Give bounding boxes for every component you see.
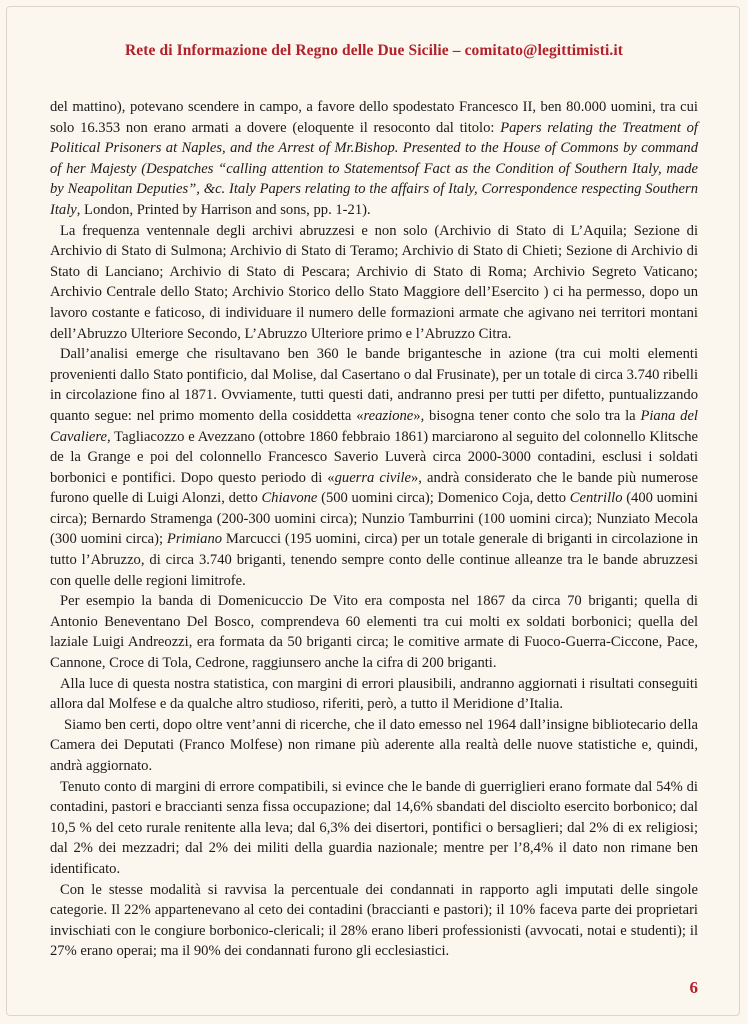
- paragraph-3-italic-primiano: Primiano: [166, 531, 223, 548]
- page-number: 6: [689, 978, 698, 997]
- paragraph-3-text-f: (400 uomini circa); Bernardo Stramenga (200-300 uomini circa); Nunzio Tamburrini (100 uomini circa); Nunziato Mecola (300 uomini circa);: [50, 490, 698, 548]
- paragraph-3-italic-chiavone: Chiavone: [261, 490, 318, 507]
- paragraph-3-italic-reazione: reazione: [363, 407, 414, 424]
- paragraph-5: Alla luce di questa nostra statistica, con margini di errori plausibili, andranno aggiornati i risultati conseguiti allora dal Molfese e da qualche altro studioso, riferiti, però, a tutto il Meridione d’Italia.: [50, 675, 698, 713]
- paragraph-1: [50, 97, 698, 221]
- paragraph-3-text-d: », andrà considerato che le bande più numerose furono quelle di Luigi Alonzi, detto: [50, 469, 698, 507]
- paragraph-3-text-a: Dall’analisi emerge che risultavano ben 360 le bande brigantesche in azione (tra cui molti elementi provenienti dallo Stato pontificio, dal Molise, dal Casertano o dal Frusinate), per un totale di circa 3.740 ribelli in circolazione fino al 1871. Ovviamente, tutti questi dati, andranno presi per tutti per difetto, puntualizzando quanto segue: nel primo momento della cosiddetta «: [50, 346, 698, 424]
- paragraph-8: Con le stesse modalità si ravvisa la percentuale dei condannati in rapporto agli imputati delle singole categorie. Il 22% appartenevano al ceto dei contadini (braccianti e pastori); il 10% faceva parte dei proprietari invischiati con le congiure borbonico-clericali; il 28% erano liberi professionisti (avvocati, notai e studenti); il 27% erano operai; ma il 90% dei condannati furono gli ecclesiastici.: [50, 881, 698, 960]
- paragraph-3: [50, 344, 698, 591]
- paragraph-1-title-italic: Papers relating the Treatment of Political Prisoners at Naples, and the Arrest of Mr.Bishop. Presented to the House of Commons by command of her Majesty (Despatches “calling attention to Statementsof Fact as the Condition of Southern Italy, made by Neapolitan Deputies”, &c. Italy Papers relating to the affairs of Italy, Correspondence respecting Southern Italy: [50, 119, 698, 218]
- paragraph-2: La frequenza ventennale degli archivi abruzzesi e non solo (Archivio di Stato di L’Aquila; Sezione di Archivio di Stato di Sulmona; Archivio di Stato di Teramo; Archivio di Stato di Chieti; Sezione di Archivio di Stato di Lanciano; Archivio di Stato di Pescara; Archivio di Stato di Roma; Archivio Segreto Vaticano; Archivio Centrale dello Stato; Archivio Storico dello Stato Maggiore dell’Esercito ) ci ha permesso, dopo un lavoro costante e faticoso, di individuare il numero delle formazioni armate che agivano nei territori montani dell’Abruzzo Ulteriore Secondo, L’Abruzzo Ulteriore primo e l’Abruzzo Citra.: [50, 222, 698, 342]
- paragraph-3-italic-piana: Piana del Cavaliere: [50, 407, 698, 445]
- paragraph-3-text-g: Marcucci (195 uomini, circa) per un totale generale di briganti in circolazione in tutto l’Abruzzo, di circa 3.740 briganti, tenendo sempre conto delle continue alleanze tra le bande abruzzesi con quelle delle regioni limitrofe.: [50, 531, 698, 589]
- paragraph-4: Per esempio la banda di Domenicuccio De Vito era composta nel 1867 da circa 70 briganti; quella di Antonio Beneventano Del Bosco, comprendeva 60 elementi tra cui molti ex soldati borbonici; quella del laziale Luigi Andreozzi, era formata da 50 briganti circa; le comitive armate di Fuoco-Guerra-Ciccone, Pace, Cannone, Croce di Tola, Cedrone, raggiunsero anche la cifra di 200 briganti.: [50, 593, 698, 672]
- paragraph-3-text-c: , Tagliacozzo e Avezzano (ottobre 1860 febbraio 1861) marciarono al seguito del colonnello Klitsche de la Grange e poi del colonnello Francesco Saverio Luverà circa 2000-3000 contadini, esclusi i soldati borbonici e pontifici. Dopo questo periodo di «: [50, 428, 698, 486]
- paragraph-7: Tenuto conto di margini di errore compatibili, si evince che le bande di guerriglieri erano formate dal 54% di contadini, pastori e braccianti senza fissa occupazione; dal 14,6% sbandati del disciolto esercito borbonico; dal 10,5 % del ceto rurale renitente alla leva; dal 6,3% dei disertori, pontifici o bersaglieri; dal 2% di ex religiosi; dal 2% dei mezzadri; dal 2% dei militi della guardia nazionale; mentre per l’8,4% il dato non rimane ben identificato.: [50, 778, 698, 877]
- document-body: [50, 97, 698, 962]
- paragraph-3-text-b: », bisogna tener conto che solo tra la: [413, 407, 641, 424]
- paragraph-1-text-a: del mattino), potevano scendere in campo, a favore dello spodestato Francesco II, ben 80.000 uomini, tra cui solo 16.353 non erano armati a dovere (eloquente il resoconto dal titolo:: [50, 99, 698, 136]
- paragraph-3-text-e: (500 uomini circa); Domenico Coja, detto: [317, 490, 570, 507]
- paragraph-6: Siamo ben certi, dopo oltre vent’anni di ricerche, che il dato emesso nel 1964 dall’insigne bibliotecario della Camera dei Deputati (Franco Molfese) non rimane più aderente alla realtà delle nuove statistiche e, quindi, andrà aggiornato.: [50, 716, 698, 774]
- paragraph-3-italic-centrillo: Centrillo: [569, 490, 623, 507]
- paragraph-3-italic-guerra: guerra civile: [334, 469, 411, 486]
- paragraph-1-text-b: , London, Printed by Harrison and sons, pp. 1-21).: [76, 201, 371, 218]
- page-header: Rete di Informazione del Regno delle Due Sicilie – comitato@legittimisti.it: [124, 42, 624, 59]
